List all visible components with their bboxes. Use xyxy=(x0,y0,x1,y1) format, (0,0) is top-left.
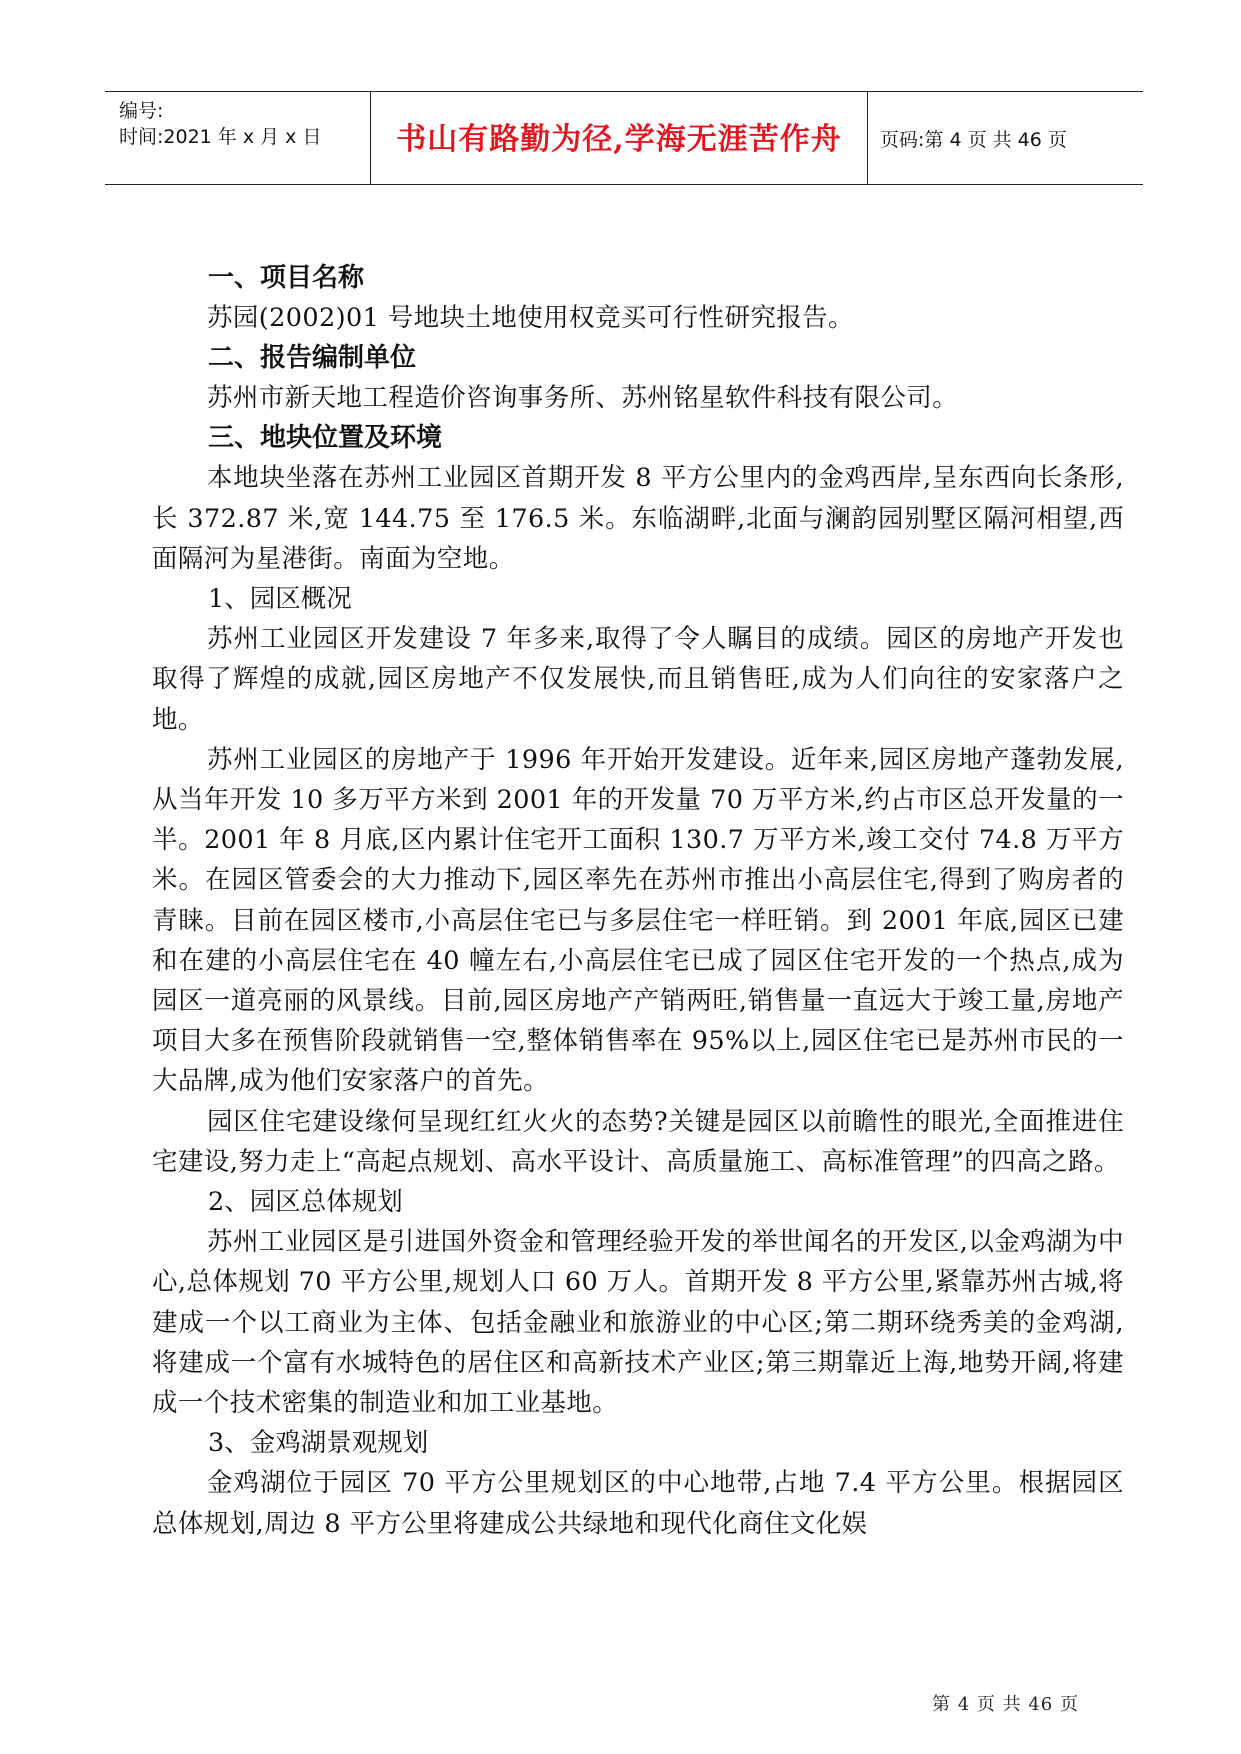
document-body xyxy=(152,258,1124,1544)
motto-text: 书山有路勤为径,学海无涯苦作舟 xyxy=(396,122,842,157)
paragraph: 园区住宅建设缘何呈现红红火火的态势?关键是园区以前瞻性的眼光,全面推进住宅建设,努力走上“高起点规划、高水平设计、高质量施工、高标准管理”的四高之路。 xyxy=(152,1106,1124,1177)
paragraph: 苏园(2002)01 号地块土地使用权竞买可行性研究报告。 xyxy=(207,303,854,333)
paragraph: 苏州工业园区是引进国外资金和管理经验开发的举世闻名的开发区,以金鸡湖为中心,总体规划 70 平方公里,规划人口 60 万人。首期开发 8 平方公里,紧靠苏州古城,将建成一个以工商业为主体、包括金融业和旅游业的中心区;第二期环绕秀美的金鸡湖,将建成一个富有水城特色的居住区和高新技术产业区;第三期靠近上海,地势开阔,将建成一个技术密集的制造业和加工业基地。 xyxy=(152,1227,1125,1419)
subsection-title: 2、园区总体规划 xyxy=(208,1187,403,1218)
section-heading: 二、报告编制单位 xyxy=(208,343,417,374)
page-code: 页码:第 4 页 共 46 页 xyxy=(880,129,1067,151)
header-page-cell xyxy=(868,92,1143,184)
paragraph: 苏州工业园区的房地产于 1996 年开始开发建设。近年来,园区房地产蓬勃发展,从当年开发 10 多万平方米到 2001 年的开发量 70 万平方米,约占市区总开发量的一半。2001 年 8 月底,区内累计住宅开工面积 130.7 万平方米,竣工交付 74.8 万平方米。在园区管委会的大力推动下,园区率先在苏州市推出小高层住宅,得到了购房者的青睐。目前在园区楼市,小高层住宅已与多层住宅一样旺销。到 2001 年底,园区已建和在建的小高层住宅在 40 幢左右,小高层住宅已成了园区住宅开发的一个热点,成为园区一道亮丽的风景线。目前,园区房地产产销两旺,销售量一直远大于竣工量,房地产项目大多在预售阶段就销售一空,整体销售率在 95%以上,园区住宅已是苏州市民的一大品牌,成为他们安家落户的首先。 xyxy=(152,744,1124,1097)
page-header xyxy=(105,91,1143,185)
paragraph: 金鸡湖位于园区 70 平方公里规划区的中心地带,占地 7.4 平方公里。根据园区总体规划,周边 8 平方公里将建成公共绿地和现代化商住文化娱 xyxy=(152,1468,1124,1539)
time-label: 时间:2021 年 x 月 x 日 xyxy=(119,126,322,148)
subsection-title: 3、金鸡湖景观规划 xyxy=(208,1428,429,1459)
paragraph: 苏州市新天地工程造价咨询事务所、苏州铭星软件科技有限公司。 xyxy=(207,383,959,414)
section-heading: 一、项目名称 xyxy=(208,263,365,293)
page-footer: 第 4 页 共 46 页 xyxy=(932,1694,1079,1715)
serial-label: 编号: xyxy=(119,100,164,122)
subsection-title: 1、园区概况 xyxy=(208,584,352,615)
header-motto-cell xyxy=(370,92,868,184)
header-info-cell xyxy=(105,92,370,184)
paragraph: 本地块坐落在苏州工业园区首期开发 8 平方公里内的金鸡西岸,呈东西向长条形,长 372.87 米,宽 144.75 至 176.5 米。东临湖畔,北面与澜韵园别墅区隔河相望,西面隔河为星港街。南面为空地。 xyxy=(152,463,1124,574)
section-heading: 三、地块位置及环境 xyxy=(208,423,443,454)
paragraph: 苏州工业园区开发建设 7 年多来,取得了令人瞩目的成绩。园区的房地产开发也取得了辉煌的成就,园区房地产不仅发展快,而且销售旺,成为人们向往的安家落户之地。 xyxy=(152,624,1124,735)
